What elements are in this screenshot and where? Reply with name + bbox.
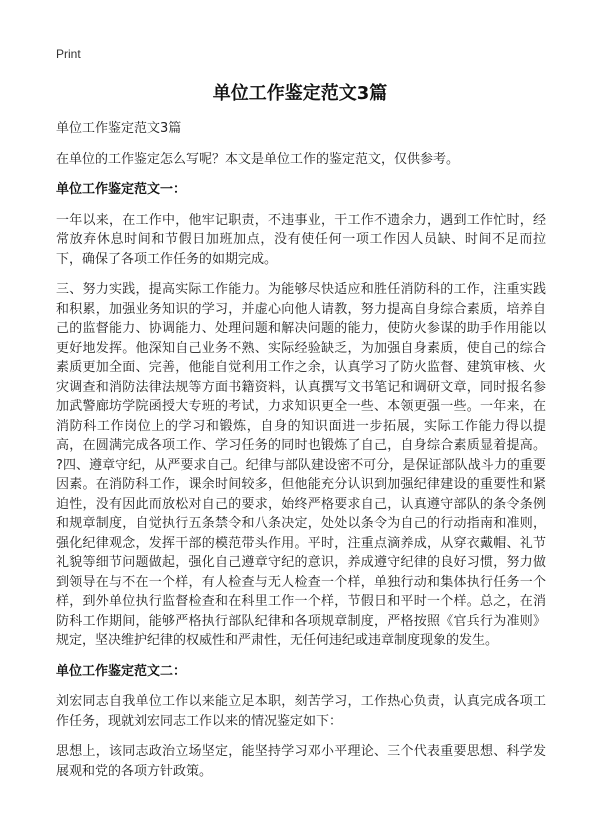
- section-1-heading: 单位工作鉴定范文一：: [56, 182, 187, 197]
- section-2-heading: 单位工作鉴定范文二：: [56, 663, 187, 679]
- document-title: 单位工作鉴定范文3篇: [212, 83, 388, 104]
- document-subtitle: 单位工作鉴定范文3篇: [56, 121, 182, 136]
- section-1-paragraph-2: 三、努力实践，提高实际工作能力。为能够尽快适应和胜任消防科的工作，注重实践和积累，加强业务知识的学习，并虚心向他人请教，努力提高自身综合素质，培养自己的监督能力、协调能力、处理问题和解决问题的能力，使防火参谋的助手作用能以更好地发挥。他深知自己业务不熟、实际经验缺乏，为加强自身素质，使自己的综合素质更加全面、完善，他能自觉利用工作之余，认真学习了防火监督、建筑审核、火灾调查和消防法律法规等方面书籍资料，认真撰写文书笔记和调研文章，同时报名参加武警廊坊学院函授大专班的考试，力求知识更全一些、本领更强一些。一年来，在消防科工作岗位上的学习和锻炼，自身的知识面进一步拓展，实际工作能力得以提高，在圆满完成各项工作、学习任务的同时也锻炼了自己，自身综合素质显着提高。 ?四、遵章守纪，从严要求自己。纪律与部队建设密不可分，是保证部队战斗力的重要因素。在消防科工作，课余时间较多，但他能充分认识到加强纪律建设的重要性和紧迫性，没有因此而放松对自己的要求，始终严格要求自己，认真遵守部队的条令条例和规章制度，自觉执行五条禁令和八条决定，处处以条令为自己的行动指南和准则，强化纪律观念，发挥干部的模范带头作用。平时，注重点滴养成，从穿衣戴帽、礼节礼貌等细节问题做起，强化自己遵章守纪的意识，养成遵守纪律的良好习惯，努力做到领导在与不在一个样，有人检查与无人检查一个样，单独行动和集体执行任务一个样，到外单位执行监督检查和在科里工作一个样，节假日和平时一个样。总之，在消防科工作期间，能够严格执行部队纪律和各项规章制度，严格按照《官兵行为准则》规定，坚决维护纪律的权威性和严肃性，无任何违纪或违章制度现象的发生。: [56, 282, 546, 648]
- intro-paragraph: 在单位的工作鉴定怎么写呢？本文是单位工作的鉴定范文，仅供参考。: [56, 151, 460, 167]
- section-1-paragraph-1: 一年以来，在工作中，他牢记职责，不违事业，干工作不遗余力，遇到工作忙时，经常放弃休息时间和节假日加班加点，没有使任何一项工作因人员缺、时间不足而拉下，确保了各项工作任务的如期完成。: [56, 212, 546, 267]
- section-2-paragraph-2: 思想上，该同志政治立场坚定，能坚持学习邓小平理论、三个代表重要思想、科学发展观和党的各项方针政策。: [56, 744, 546, 779]
- print-link[interactable]: Print: [56, 47, 81, 61]
- document-body: [56, 119, 546, 792]
- section-2-paragraph-1: 刘宏同志自我单位工作以来能立足本职，刻苦学习，工作热心负责，认真完成各项工作任务，现就刘宏同志工作以来的情况鉴定如下：: [56, 694, 546, 729]
